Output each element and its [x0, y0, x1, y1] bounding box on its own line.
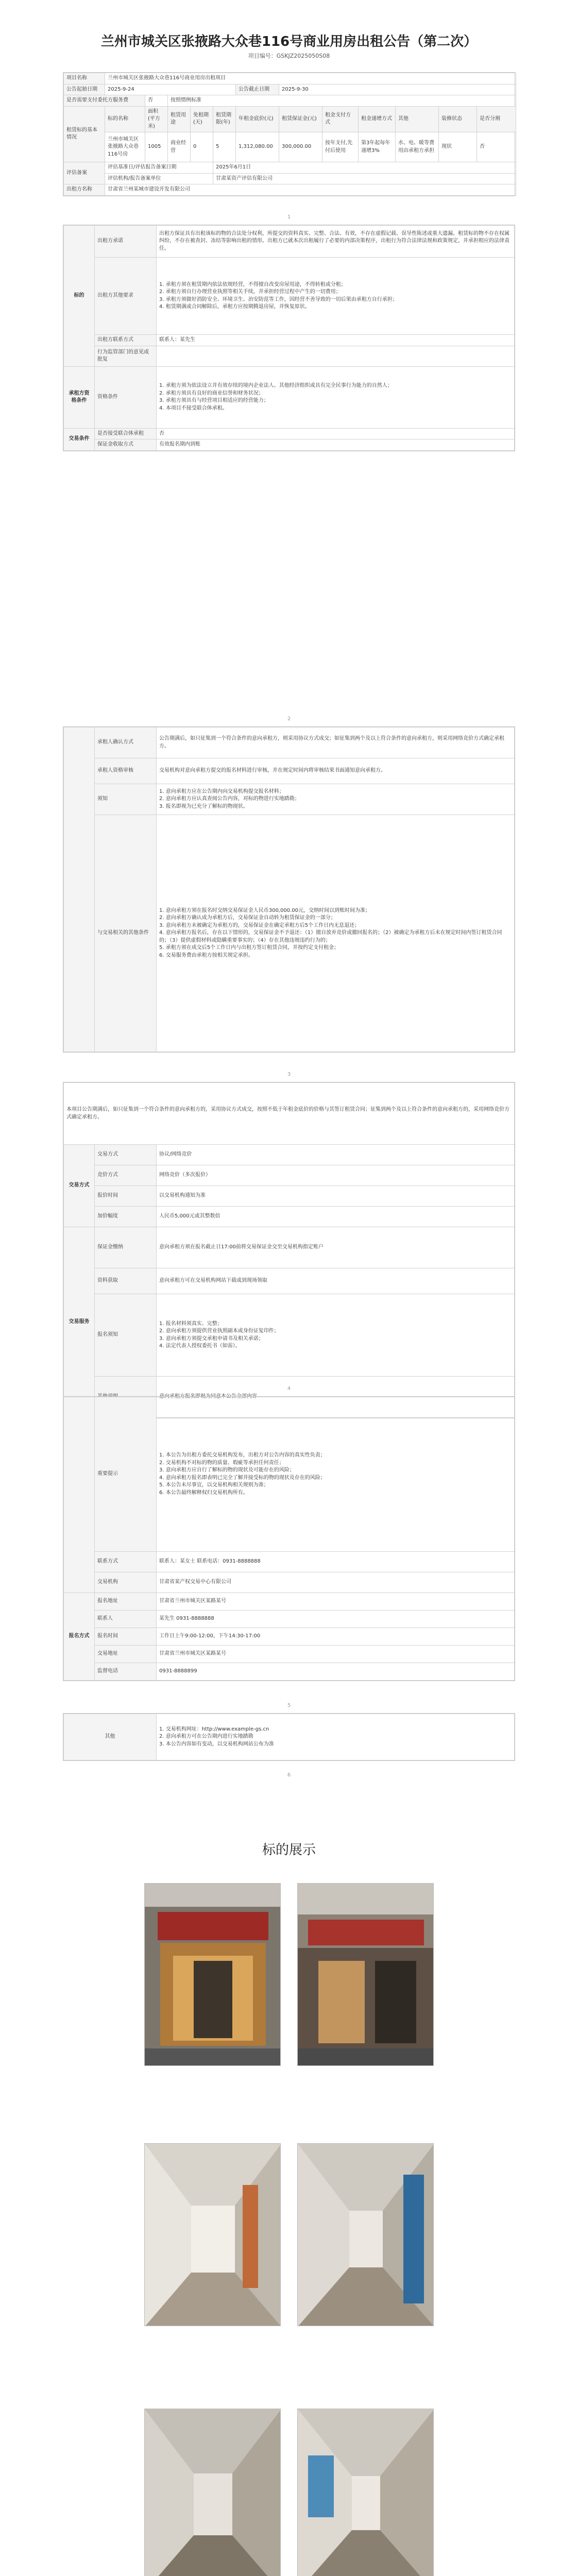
- table-cell: 现状: [439, 132, 477, 162]
- table-cell: 水、电、暖等费用由承租方承担: [396, 132, 439, 162]
- row-value: 公告期满后，如只征集到一个符合条件的意向承租方，则采用协议方式成交；如征集到两个及以上符合条件的意向承租方，则采用网络竞价方式确定承租方。: [157, 727, 515, 758]
- row-value: 1. 意向承租方应在公告期内向交易机构提交报名材料； 2. 意向承租方应认真查阅公告内容，对标的物进行实地踏勘； 3. 报名即视为已充分了解标的物现状。: [157, 784, 515, 815]
- row-label: 交易方式: [95, 1145, 157, 1165]
- col-header: 租金递增方式: [359, 106, 396, 132]
- fee-value: 否: [145, 95, 168, 107]
- row-label: 是否接受联合体承租: [95, 428, 157, 439]
- col-header: 装修状态: [439, 106, 477, 132]
- section-transaction-method: [63, 1082, 515, 1418]
- row-label: 重要提示: [95, 1397, 157, 1552]
- row-value: 有效报名期内到账: [157, 439, 515, 451]
- section-lessor-requirements: [63, 225, 515, 451]
- row-value: 协议/网络竞价: [157, 1145, 515, 1165]
- row-value: 意向承租方报名即视为同意本公告全部内容: [157, 1377, 515, 1418]
- table-cell: 按年支付,先付后使用: [322, 132, 359, 162]
- row-label: 联系人: [95, 1611, 157, 1628]
- intro-text: 本项目公告期满后，如只征集到一个符合条件的意向承租方的，采用协议方式成交，按照不低于年租金底价的价格与其签订租赁合同；征集到两个及以上符合条件的意向承租方的，采用网络竞价方式确定承租方。: [64, 1083, 515, 1145]
- property-photo: [297, 2143, 434, 2326]
- row-value: 甘肃省某产权交易中心有限公司: [157, 1572, 515, 1593]
- row-value: 人民币5,000元或其整数倍: [157, 1207, 515, 1227]
- row-value: 意向承租方须在报名截止日17:00前将交易保证金交至交易机构指定账户: [157, 1227, 515, 1268]
- row-value: 1. 报名材料须真实、完整； 2. 意向承租方须提供营业执照副本或身份证复印件； 3. 意向承租方须提交承租申请书及相关承诺； 4. 法定代表人授权委托书（如需）。: [157, 1294, 515, 1377]
- row-value: 1. 意向承租方须在报名时交纳交易保证金人民币300,000.00元，交纳时间以到账时间为准； 2. 意向承租方确认成为承租方后，交易保证金自动转为租赁保证金的一部分； 3. 意向承租方未被确定为承租方的，交易保证金在确定承租方后5个工作日内无息退还； 4. 意向承租方报名后，存在以下情形的，交易保证金不予退还：（1）擅自放弃竞价或撤回报名的；（2）被确定为承租方后未在规定时间内签订租赁合同的；（3）提供虚假材料或隐瞒重要事实的；（4）存在其他违规违约行为的； 5. 承租方须在成交后5个工作日内与出租方签订租赁合同，并按约定支付租金； 6. 交易服务费由承租方按相关规定承担。: [157, 815, 515, 1052]
- row-value: 以交易机构通知为准: [157, 1186, 515, 1207]
- section-basic-info: [63, 72, 515, 196]
- category-label: 交易方式: [64, 1145, 95, 1227]
- row-value: 1. 承租方须在租赁期内依法依规经营，不得擅自改变房屋用途，不得转租或分租； 2. 承租方须自行办理营业执照等相关手续，并承担经营过程中产生的一切费用； 3. 承租方须做好消防安全、环境卫生、治安防范等工作，因经营不善导致的一切后果由承租方自行承担； 4. 租赁期满或合同解除后，承租方应按期腾退房屋，并恢复原状。: [157, 258, 515, 335]
- other-label: 其他: [64, 1714, 157, 1760]
- project-code: 项目编号：GSKJZ2025050S08: [248, 53, 330, 59]
- row-label: 联系方式: [95, 1552, 157, 1572]
- col-header: 租赁期限(年): [213, 106, 236, 132]
- table-cell: 300,000.00: [279, 132, 322, 162]
- pub-item: 甘肃某资产评估有限公司: [213, 173, 516, 184]
- date-value: 2025-9-24: [105, 84, 236, 95]
- table-cell: 1005: [145, 132, 168, 162]
- page-number: 5: [287, 1703, 291, 1708]
- table-cell: 1,312,080.00: [236, 132, 279, 162]
- row-value: [157, 346, 515, 366]
- table-cell: 第3年起每年递增3%: [359, 132, 396, 162]
- fee-detail: 按照惯例标准: [168, 95, 516, 107]
- row-label: 保证金缴纳: [95, 1227, 157, 1268]
- property-photo: [144, 1883, 281, 2066]
- col-header: 面积(平方米): [145, 106, 168, 132]
- gallery-title: 标的展示: [262, 1842, 316, 1858]
- row-value: 工作日上午9:00-12:00，下午14:30-17:00: [157, 1628, 515, 1646]
- page-number: 2: [287, 716, 291, 722]
- lessor-label: 出租方名称: [64, 184, 105, 196]
- basic-info-label: 租赁标的基本情况: [64, 106, 105, 162]
- row-label: 出租方联系方式: [95, 335, 157, 346]
- property-photo: [144, 2409, 281, 2576]
- row-label: 竞价方式: [95, 1165, 157, 1186]
- row-label: 交易地址: [95, 1646, 157, 1663]
- row-label: 行为监管部门的意见或批复: [95, 346, 157, 366]
- fee-label: 是否需要支付委托方服务费: [64, 95, 145, 107]
- row-label: 报价时间: [95, 1186, 157, 1207]
- row-label: 保证金收取方式: [95, 439, 157, 451]
- row-label: 资格条件: [95, 366, 157, 428]
- col-header: 免租期(天): [191, 106, 213, 132]
- row-label: 出租方承诺: [95, 226, 157, 258]
- section-transaction-terms: [63, 726, 515, 1053]
- col-header: 标的名称: [105, 106, 145, 132]
- row-value: 意向承租方可在交易机构网站下载或到现场领取: [157, 1268, 515, 1294]
- row-value: 出租方保证具有出租该标的物的合法处分权利，所提交的资料真实、完整、合法、有效，不存在虚假记载、误导性陈述或重大遗漏。租赁标的物不存在权属纠纷，不存在被查封、冻结等影响出租的情形。出租方已就本次出租履行了必要的内部决策程序，出租行为符合法律法规和政策规定，并承担相应的法律责任。: [157, 226, 515, 258]
- page-number: 1: [287, 214, 291, 220]
- table-cell: 兰州市城关区张掖路大众巷116号房: [105, 132, 145, 162]
- table-cell: 5: [213, 132, 236, 162]
- col-header: 其他: [396, 106, 439, 132]
- page-number: 3: [287, 1072, 291, 1077]
- pub-item: 2025年6月1日: [213, 162, 516, 174]
- pub-item: 评估基准日/评估报告备案日期: [105, 162, 213, 174]
- row-label: 承租人资格审核: [95, 758, 157, 784]
- row-label: 监督电话: [95, 1663, 157, 1681]
- row-label: 须知: [95, 784, 157, 815]
- row-value: 1. 承租方须为依法设立并有效存续的境内企业法人、其他经济组织或具有完全民事行为能力的自然人； 2. 承租方须具有良好的商业信誉和财务状况； 3. 承租方须具有与经营项目相适应的经营能力； 4. 本项目不接受联合体承租。: [157, 366, 515, 428]
- property-photo: [297, 2409, 434, 2576]
- row-value: 甘肃省兰州市城关区某路某号: [157, 1593, 515, 1611]
- category-label: 承租方资格条件: [64, 366, 95, 428]
- row-label: 资料获取: [95, 1268, 157, 1294]
- pub-item: 评估机构/报告备案单位: [105, 173, 213, 184]
- row-value: 0931-8888899: [157, 1663, 515, 1681]
- property-photo: [144, 2143, 281, 2326]
- row-value: 否: [157, 428, 515, 439]
- row-value: 网络竞价（多次报价）: [157, 1165, 515, 1186]
- col-header: 租赁用途: [168, 106, 191, 132]
- row-value: 联系人：某先生: [157, 335, 515, 346]
- category-label: 交易条件: [64, 428, 95, 450]
- row-label: 交易机构: [95, 1572, 157, 1593]
- row-label: 报名须知: [95, 1294, 157, 1377]
- project-name-value: 兰州市城关区张掖路大众巷116号商业用房出租项目: [105, 73, 516, 84]
- row-value: 某先生 0931-8888888: [157, 1611, 515, 1628]
- col-header: 租赁保证金(元): [279, 106, 322, 132]
- row-label: 报名地址: [95, 1593, 157, 1611]
- row-value: 交易机构对意向承租方提交的报名材料进行审核，并在规定时间内将审核结果书面通知意向承租方。: [157, 758, 515, 784]
- category-label: 标的: [64, 226, 95, 367]
- table-cell: 0: [191, 132, 213, 162]
- page-number: 4: [287, 1386, 291, 1392]
- section-other: [63, 1713, 515, 1761]
- section-notes-contact: [63, 1396, 515, 1681]
- table-cell: 商业经营: [168, 132, 191, 162]
- pub-label: 评估备案: [64, 162, 105, 184]
- row-label: 承租人确认方式: [95, 727, 157, 758]
- category-label: [64, 727, 95, 1052]
- end-date-value: 2025-9-30: [279, 84, 516, 95]
- category-label: 交易服务: [64, 1227, 95, 1418]
- date-label: 公告起始日期: [64, 84, 105, 95]
- row-value: 甘肃省兰州市城关区某路某号: [157, 1646, 515, 1663]
- col-header: 是否分割: [477, 106, 516, 132]
- category-label: 报名方式: [64, 1593, 95, 1681]
- category-label: [64, 1397, 95, 1593]
- end-date-label: 公告截止日期: [236, 84, 279, 95]
- page-title: 兰州市城关区张掖路大众巷116号商业用房出租公告（第二次）: [100, 34, 478, 49]
- property-photo: [297, 1883, 434, 2066]
- row-label: 出租方其他要求: [95, 258, 157, 335]
- row-label: 与交易相关的其他条件: [95, 815, 157, 1052]
- other-value: 1. 交易机构网址：http://www.example-gs.cn 2. 意向承租方可在公告期内进行实地踏勘 3. 本公告内容如有变动，以交易机构网站公布为准: [157, 1714, 515, 1760]
- project-name-label: 项目名称: [64, 73, 105, 84]
- row-value: 联系人：某女士 联系电话：0931-8888888: [157, 1552, 515, 1572]
- col-header: 租金支付方式: [322, 106, 359, 132]
- row-value: 1. 本公告为出租方委托交易机构发布，出租方对公告内容的真实性负责； 2. 交易机构不对标的物的质量、瑕疵等承担任何责任； 3. 意向承租方应自行了解标的物的现状及可能存在的风险； 4. 意向承租方报名即表明已完全了解并接受标的物的现状及存在的风险； 5. 本公告未尽事宜，以交易机构相关规则为准； 6. 本公告最终解释权归交易机构所有。: [157, 1397, 515, 1552]
- col-header: 年租金底价(元): [236, 106, 279, 132]
- row-label: 加价幅度: [95, 1207, 157, 1227]
- lessor-value: 甘肃省兰州某城市建设开发有限公司: [105, 184, 516, 196]
- page-number: 6: [287, 1772, 291, 1778]
- table-cell: 否: [477, 132, 516, 162]
- row-label: 报名时间: [95, 1628, 157, 1646]
